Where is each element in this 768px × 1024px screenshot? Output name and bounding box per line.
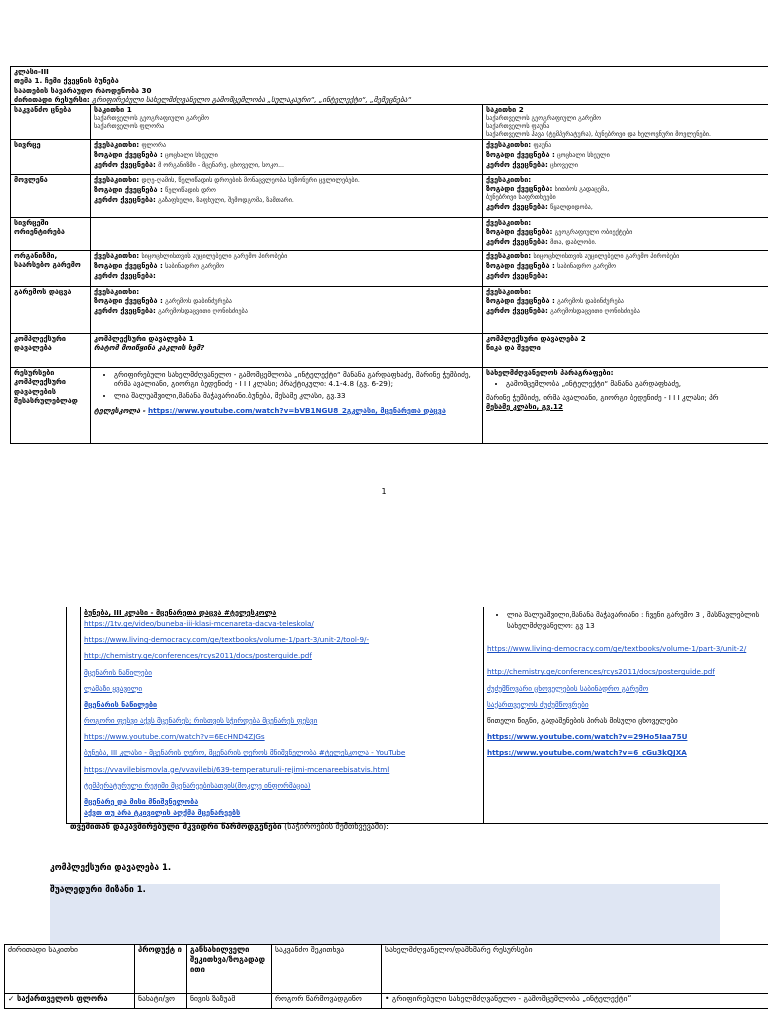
row-organism xyxy=(11,250,768,286)
specific-concept-label: კერძო ქვეცნება: xyxy=(94,195,156,205)
topic1-title: საკითხი 1 xyxy=(94,105,132,115)
subtopic-label: ქვესაკითხი: xyxy=(486,250,532,260)
list-item: • ლია შალუაშვილი,მანანა მაჭავარიანი.ბუნება, მესამე კლასი, გვ.33 xyxy=(114,391,479,400)
specific-concept-value: გაზაფხული, ზაფხული, შემოდგომა, ზამთარი. xyxy=(158,197,294,205)
general-concept-value: ცოცხალი სხეული xyxy=(557,152,610,160)
resource-link[interactable]: აქვთ თუ არა ტკივილის აღქმა მცენარეებს xyxy=(84,808,241,818)
specific-concept-value: მ ორგანიზმი - მცენარე, ცხოველი, სოკო... xyxy=(158,162,284,170)
general-concept-label: ზოგადი ქვეცნება: xyxy=(486,184,553,194)
resource-label: ძირითადი რესურსი: xyxy=(14,95,90,105)
curriculum-header xyxy=(11,67,768,105)
phenomenon-cell-2 xyxy=(483,174,768,217)
resource-line xyxy=(14,95,767,104)
curriculum-table xyxy=(10,66,768,444)
list-item: • გამომცემლობა „ინტელექტი“ მანანა გარდაფხაძე, xyxy=(506,379,767,388)
resources-cell-1 xyxy=(91,367,483,443)
general-concept-label: ზოგადი ქვეცნება: xyxy=(486,227,553,237)
topic2-cell xyxy=(483,105,768,140)
hours-label: საათების სავარაუდო რაოდენობა 30 xyxy=(14,85,152,95)
resource-list xyxy=(499,609,767,631)
resource-link[interactable]: ლამაზი ყვავილი xyxy=(84,683,143,693)
resources-cell-2 xyxy=(483,367,768,443)
specific-concept-label: კერძო ქვეცნება: xyxy=(94,271,156,281)
general-concept-label: ზოგადი ქვეცნება : xyxy=(486,296,555,306)
subtopic-label: ქვესაკითხი: xyxy=(486,174,532,184)
row-complex-task xyxy=(11,333,768,367)
row-label: სივრცე xyxy=(11,139,91,174)
general-concept-value: სითბოს გადაცემა, xyxy=(554,186,610,194)
orientation-cell-2 xyxy=(483,217,768,250)
general-concept-label: ზოგადი ქვეცნება : xyxy=(486,261,555,271)
resource-link[interactable]: როგორი ფესვი აქვს მცენარეს; რისთვის სჭირდება მცენარეს ფესვი xyxy=(84,716,318,726)
organism-cell-2 xyxy=(483,250,768,286)
topic-label: თემა 1. ჩემი ქვეყნის ბუნება xyxy=(14,76,119,86)
general-concept-label: ზოგადი ქვეცნება : xyxy=(94,261,163,271)
specific-concept-label: კერძო ქვეცნება: xyxy=(486,160,548,170)
space-cell-1 xyxy=(91,139,483,174)
space-cell-2 xyxy=(483,139,768,174)
general-concept-label: ზოგადი ქვეცნება : xyxy=(486,150,555,160)
table-cell: ნახატი/ვო xyxy=(135,994,187,1009)
topic1-line: საქართველოს გეოგრაფიული გარემო xyxy=(94,114,209,122)
telescola-label: ტელესკოლა - xyxy=(94,406,146,416)
resource-link[interactable]: http://chemistry.ge/conferences/rcys2011/docs/posterguide.pdf xyxy=(84,651,312,661)
specific-concept-value: ცხოველი xyxy=(550,162,578,170)
task-title: კომპლექსური დავალება 2 xyxy=(486,333,586,343)
general-concept-label: ზოგადი ქვეცნება : xyxy=(94,150,163,160)
links-cell-2 xyxy=(484,607,768,824)
column-header: საკვანძო შეკითხვა xyxy=(272,945,382,994)
row-label: კომპლექსური დავალება xyxy=(11,333,91,367)
specific-concept-value: გარემოსდაცვითი ღონისძიება xyxy=(158,308,248,316)
resource-link[interactable]: https://www.youtube.com/watch?v=6EcHND4ZJGs xyxy=(84,732,265,742)
subtopic-label: ქვესაკითხი: xyxy=(94,250,140,260)
telescola-link[interactable]: https://www.youtube.com/watch?v=bVB1NGU8_2გკლასი, მცენარეთა დაცვა xyxy=(148,406,446,416)
table-cell: როგორ წარმოვადგინო xyxy=(272,994,382,1009)
task-question: რატომ მოიწყინა კაკლის ხემ? xyxy=(94,343,205,353)
resource-link[interactable]: http://chemistry.ge/conferences/rcys2011/docs/posterguide.pdf xyxy=(487,667,715,677)
topic1-cell xyxy=(91,105,483,140)
subtopic-label: ქვესაკითხი: xyxy=(486,217,532,227)
table-cell: ✓ საქართველოს ფლორა xyxy=(5,994,135,1009)
row-resources xyxy=(11,367,768,443)
specific-concept-value: გარემოსდაცვითი ღონისძიება xyxy=(550,308,640,316)
links-cell-1 xyxy=(81,607,484,824)
subtopic-value: სიცოცხლისთვის აუცილებელი გარემო პირობები xyxy=(533,252,680,260)
topic2-title: საკითხი 2 xyxy=(486,105,524,115)
table-cell-text: გრიფირებული სახელმძღვანელო - გამომცემლობა „ინტელექტი“ xyxy=(391,994,632,1003)
protection-cell-2 xyxy=(483,286,768,333)
note-rest: (საჭიროების შემთხვევაში): xyxy=(281,822,389,831)
table-cell xyxy=(382,994,768,1009)
column-header: განსახილველი შეკითხვა/ზოგადად ითი xyxy=(187,945,272,994)
general-concept-value: გარემოს დაბინძურება xyxy=(557,298,624,306)
general-concept-value: წელიწადის დრო xyxy=(165,187,216,195)
extra-concept-value: ბუნებრივი საფრთხეები xyxy=(486,194,556,202)
specific-concept-label: კერძო ქვეცნება: xyxy=(486,237,548,247)
specific-concept-value: წყალდიდობა, xyxy=(550,204,593,212)
row-space xyxy=(11,139,768,174)
continuation-table xyxy=(66,607,768,824)
subtopic-label: ქვესაკითხი: xyxy=(486,139,532,149)
specific-concept-label: კერძო ქვეცნება: xyxy=(486,202,548,212)
protection-cell-1 xyxy=(91,286,483,333)
subtopic-label: ქვესაკითხი: xyxy=(486,286,532,296)
general-concept-value: საბინადრო გარემო xyxy=(165,263,224,271)
subtopic-value: ფლორა xyxy=(141,141,167,149)
column-header: პროდუქტ ი xyxy=(135,945,187,994)
row-label: რესურსები კომპლექსური დავალების შესასრულებლად xyxy=(11,367,91,443)
general-concept-label: ზოგადი ქვეცნება : xyxy=(94,296,163,306)
row-label: ორგანიზმი, საარსებო გარემო xyxy=(11,250,91,286)
resource-link[interactable]: https://1tv.ge/video/buneba-iii-klasi-mcenareta-dacva-teleskola/ xyxy=(84,619,314,629)
goal-title: შუალედური მიზანი 1. xyxy=(50,885,146,895)
resource-text: გრიფირებული სახელმძღვანელო გამომცემლობა „სულაკაური“, „ინტელექტი“, „მემეცნება“ xyxy=(92,95,412,105)
specific-concept-label: კერძო ქვეცნება: xyxy=(94,160,156,170)
specific-concept-value: მთა, დაბლობი. xyxy=(550,239,597,247)
task-title: კომპლექსური დავალება 1 xyxy=(94,333,194,343)
table-cell: ნივის ზაზუამ xyxy=(187,994,272,1009)
general-concept-value: ცოცხალი სხეული xyxy=(165,152,218,160)
topic2-line: საქართველოს გეოგრაფიული გარემო xyxy=(486,114,601,122)
resource-link[interactable]: https://www.living-democracy.com/ge/textbooks/volume-1/part-3/unit-2/tool-9/- xyxy=(84,635,370,645)
resource-link[interactable]: https://www.youtube.com/watch?v=6_cGu3kQJXA xyxy=(487,748,687,758)
general-concept-value: გეოგრაფიული ობიექტები xyxy=(554,229,633,237)
complex-task-cell-1 xyxy=(91,333,483,367)
subtopic-value: დღე-ღამის, წელიწადის დროების მონაცვლეობა სეზონური ცვლილებები. xyxy=(141,176,360,184)
specific-concept-label: კერძო ქვეცნება: xyxy=(94,306,156,316)
subtopic-value: ფაუნა xyxy=(533,141,552,149)
subtopic-label: ქვესაკითხი: xyxy=(94,286,140,296)
topic2-line: საქართველოს ფაუნა xyxy=(486,122,550,130)
general-concept-value: გარემოს დაბინძურება xyxy=(165,298,232,306)
page-number: 1 xyxy=(381,487,387,496)
resource-link[interactable]: https://vvavilebismovla.ge/vvavilebi/639-temperaturuli-rejimi-mcenareebisatvis.html xyxy=(84,764,390,774)
row-label: საკვანძო ცნება xyxy=(11,105,91,140)
resource-link[interactable]: ძუძუმწოვარი ცხოველების საბინადრო გარემო xyxy=(487,683,649,693)
complex-task-cell-2 xyxy=(483,333,768,367)
resource-link[interactable]: ტემპერატურული რეჟიმი მცენარეებისათვის(მოკლე ინფორმაცია) xyxy=(84,780,311,790)
general-concept-value: საბინადრო გარემო xyxy=(557,263,616,271)
specific-concept-label: კერძო ქვეცნება: xyxy=(486,306,548,316)
bullet-icon: • xyxy=(385,994,392,1003)
blank-cell xyxy=(67,607,81,824)
subtopic-label: ქვესაკითხი: xyxy=(94,139,140,149)
row-protection xyxy=(11,286,768,333)
resource-link[interactable]: საქართველოს ძუძუმწოვრები xyxy=(487,699,589,709)
table-row xyxy=(5,994,768,1009)
subtopic-value: სიცოცხლისთვის აუცილებელი გარემო პირობები xyxy=(141,252,288,260)
class-label: კლასი-III xyxy=(14,67,49,76)
resource-link[interactable]: მცენარის ნაწილები xyxy=(84,667,152,677)
resource-list xyxy=(498,379,767,388)
resource-list xyxy=(106,370,479,400)
column-header: სახელმძღვანელო/დამხმარე რესურსები xyxy=(382,945,768,994)
topic1-line: საქართველოს ფლორა xyxy=(94,122,165,130)
list-item: • გრიფირებული სახელმძღვანელო - გამომცემლობა „ინტელექტი“ მანანა გარდაფხაძე, მარინე ჭუმბიძე, ირმა ავალიანი, გიორგი ბედენიძე - I I I კლასი; პრაქტიკული: 4.1-4.8 (გვ. 6-29); xyxy=(114,370,479,389)
list-item: • ლია შალუაშვილი,მანანა მაჭავარიანი : ჩვენი გარემო 3 , მასწავლებლის სახელმძღვანელო: გვ 13 xyxy=(507,609,767,631)
resource-line: წითელი წიგნი, გადაშენების პირას მისული ცხოველები xyxy=(487,715,678,725)
specific-concept-label: კერძო ქვეცნება: xyxy=(486,271,548,281)
preconceptions-note xyxy=(70,822,389,831)
row-label: გარემოს დაცვა xyxy=(11,286,91,333)
row-label: სივრცეში ორიენტირება xyxy=(11,217,91,250)
video-title: ბუნება, III კლასი - მცენარეთა დაცვა #ტელესკოლა xyxy=(84,608,277,617)
resource-link[interactable]: https://www.living-democracy.com/ge/textbooks/volume-1/part-3/unit-2/ xyxy=(487,644,747,654)
general-concept-label: ზოგადი ქვეცნება : xyxy=(94,185,163,195)
resource-link[interactable]: მცენარის ნაწილები xyxy=(84,699,158,709)
resource-link[interactable]: https://www.youtube.com/watch?v=29Ho5Iaa75U xyxy=(487,732,688,742)
row-key-concept xyxy=(11,105,768,140)
phenomenon-cell-1 xyxy=(91,174,483,217)
topic2-line: საქართველოს ჰავა (ტემპერატურა), ბუნებრივი და ხელოვნური მოვლენები. xyxy=(486,130,711,138)
organism-cell-1 xyxy=(91,250,483,286)
plan-table xyxy=(4,944,768,1009)
subtopic-label: ქვესაკითხი: xyxy=(94,174,140,184)
resource-line: მესამე კლასი, გვ.12 xyxy=(486,402,564,412)
row-orientation xyxy=(11,217,768,250)
task-title: კომპლექსური დავალება 1. xyxy=(50,863,172,873)
resource-line: მარინე ჭუმბიძე, ირმა ავალიანი, გიორგი ბედენიძე - I I I კლასი; პრ xyxy=(486,392,719,402)
orientation-cell-1 xyxy=(91,217,483,250)
goal-box xyxy=(50,884,720,944)
textbook-paragraphs-title: სახელმძღვანელოს პარაგრაფები: xyxy=(486,367,614,377)
resource-link[interactable]: მცენარე და მისი მნიშვნელობა xyxy=(84,796,199,806)
resource-link[interactable]: ბუნება, III კლასი - მცენარის ღერო, მცენარის ღეროს მნიშვნელობა #ტელესკოლა - YouTube xyxy=(84,748,406,758)
note-bold: თვეშითან დაკავშირებული მკვიდრი წარმოდგენები xyxy=(70,822,282,831)
task-question: წიკა და შველი xyxy=(486,343,541,353)
row-label: მოვლენა xyxy=(11,174,91,217)
row-phenomenon xyxy=(11,174,768,217)
column-header: ძირითადი საკითხი xyxy=(5,945,135,994)
